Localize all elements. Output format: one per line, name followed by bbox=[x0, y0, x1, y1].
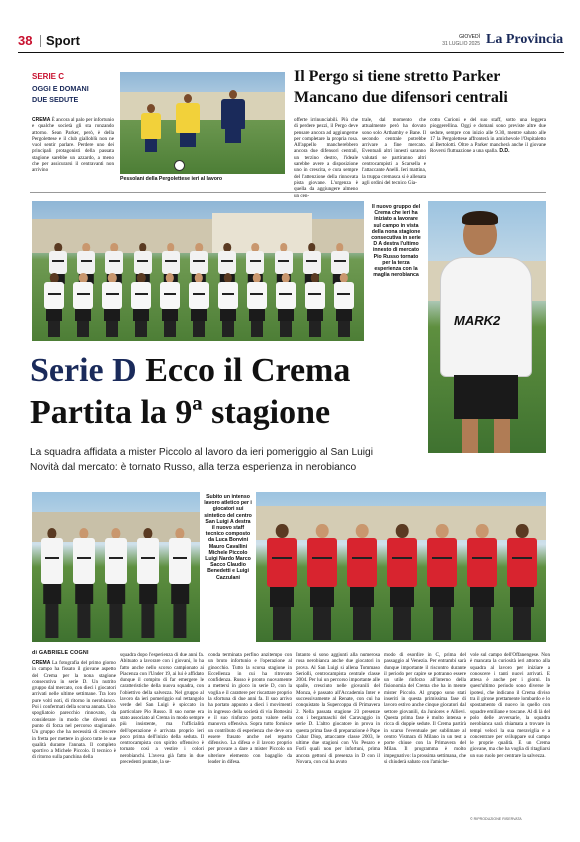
crema-text-6: vole sul campo dell'Offanengese. Non è mancata la curiosità ieri attorno alla squadra al lavoro per iniziare a conoscere i tanti nuovi arrivati. E attesa è anche per i giorni. In quest'ultimo periodo sono diverse le ipotesi, che indicano il Crema diviso tra il girone prettamente lombardo e lo spostamento di nuovo in quello con squadre emiliane e toscane. Al di là del polo delle avversarie, la squadra nerobianca sarà chiamata a trovare in tempi veloci la sua meraviglia e a concentrare per sviluppare sul campo le proprie qualità. E un Crema giovane, ma che ha voglia di ritagliarsi un suo ruolo per centrare la salvezza. bbox=[470, 652, 550, 759]
player-figure bbox=[334, 273, 354, 337]
player-figure bbox=[387, 524, 417, 640]
crema-column-3 bbox=[208, 652, 292, 824]
pergo-column-b bbox=[294, 117, 358, 199]
crema-column-1 bbox=[32, 660, 116, 824]
pergo-dateline: CREMA bbox=[32, 117, 51, 123]
pergo-column-a bbox=[32, 117, 114, 184]
russo-photo bbox=[428, 201, 546, 453]
player-figure bbox=[276, 273, 296, 337]
player-figure bbox=[140, 104, 162, 174]
crema-text-1: La fotografia del primo giorno in campo ha fissato il giovane aspetto del Crema per la nona stagione consecutiva in serie D. Un nutrito gruppo dal mercato, con dieci i giocatori arrivati nelle ultime settimane. Tra loro pure volti noti, di ritorno in nerobianco. Poi i confermati della scorsa annata. Uno spogliatoio parecchio rinnovato, da considerare in modo che diventi un punto di forza nel percorso stagionale. Un gruppo che ha necessità di crescere in fretta per mettere in gioco tutte le sue qualità durante l'annata. Il completo sportivo a Michele Piccolo. Il tecnico è di ritorno sulla panchina della bbox=[32, 660, 116, 761]
crema-column-5 bbox=[384, 652, 466, 824]
ball bbox=[174, 160, 185, 171]
crema-team-caption: Il nuovo gruppo del Crema che ieri ha iniziato a lavorare sul campo in vista della nona stagione consecutiva in serie D A destra l'ultimo innesto di mercato Pio Russo tornato per la terza esperienza con la maglia nerobianca bbox=[371, 204, 421, 279]
page-number: 38 bbox=[18, 33, 33, 48]
russo-shirt-sponsor: MARK2 bbox=[454, 313, 501, 328]
photo-credit: © RIPRODUZIONE RISERVATA bbox=[470, 817, 522, 821]
crema-text-4: Intanto si sono aggiunti alla numerosa rosa nerobianca anche due giocatori in prova. Al San Luigi si allena Tommaso Seriolli, centrocampista centrale classe 2004. Per lui un percorso importante alle spalle, cresciuto nelle giovanili del Monza, è passato all'Accademia Inter e successivamente al Renate, con cui ha conquistato la Supercoppa di Primavera 2. Nella passata stagione 23 presenze con i bergamaschi del Caravaggio in serie D. L'altro giocatore in prova in questa prima fase di preparazione è Pape Cabar Diop, attaccante classe 2003, le ultime due stagioni con Vis Pesaro e Forlì quali non per infortuni, prima ancora gettoni di presenza in D con il Novara, con cui ha avuto bbox=[296, 652, 380, 766]
crema-text-2: squadra dopo l'esperienza di due anni fa. Abituato a lavorare con i giovani, lo ha fatto anche nello scorso campionato ai Piacenza con l'Under 19, ai lui è affidato dunque il compito di far emergere le caratteristiche della nuova squadra, con l'obiettivo della salvezza. Nel gruppo al lavoro da ieri pomeriggio sul rettangolo verde del San Luigi è spiccato in particolare Pio Russo. Il suo nome era stato associato al Crema in modo sempre più insistente, ma l'ufficialità dell'operazione è arrivata proprio ieri poco prima dell'inizio della seduta. Il centrocampista con spirito offensivo è tornato così a vestire i colori nerobianchi. L'aveva già fatto in due precedenti puntate, la se- bbox=[120, 652, 204, 766]
crema-column-2 bbox=[120, 652, 204, 824]
player-figure bbox=[131, 273, 151, 337]
pergo-photo-caption: Pessolani della Pergolettese ieri al lavoro bbox=[120, 176, 223, 182]
player-figure bbox=[347, 524, 377, 640]
team-front-row bbox=[40, 271, 358, 337]
player-figure bbox=[169, 528, 191, 638]
player-figure bbox=[220, 90, 246, 174]
crema-headline-line2: Partita la 9ª stagione bbox=[30, 394, 331, 431]
pergo-text-a: È ancora al palo per infortunio e qualche società gli sta ronzando attorno. Sean Parker, però, è della Pergolettese e il club gialloblù non ne vuol sentir parlare. Perdere uno dei principali protagonisti della passata stagione sarebbe un azzardo, a meno che per assicurarsi il centravanti non arrivino bbox=[32, 117, 114, 174]
pergo-kicker: SERIE C bbox=[32, 72, 65, 81]
player-figure bbox=[41, 528, 63, 638]
training-players bbox=[36, 522, 196, 638]
player-figure bbox=[73, 273, 93, 337]
crema-column-4 bbox=[296, 652, 380, 824]
pergo-summary: OGGI E DOMANI DUE SEDUTE bbox=[32, 84, 89, 104]
player-figure bbox=[102, 273, 122, 337]
header-rule bbox=[18, 52, 564, 53]
pergo-text-c: trale, dal momento che attualmente però ha dovuto sono solo Arthamby e Bane. Il secondo centrale potrebbe arrivare a fine mercato. Eventuali altri innesti saranno valutati se partiranno altri centrocampisti a Scarsella e l'attaccante Anelli. Ieri mattina, la truppa cremasca si è allenata agli ordini del tecnico Gia- bbox=[362, 117, 426, 186]
player-figure bbox=[467, 524, 497, 640]
crema-staff-caption: Subito un intenso lavoro atletico per i giocatori sui sintetico del centro San Luigi A destra il nuovo staff tecnico composto da Luca Bonvini Mauro Cavallini Michele Piccolo Luigi Nardo Marco Sacco Claudio Benedetti e Luigi Cazzulani bbox=[204, 494, 252, 581]
russo-hair bbox=[462, 211, 498, 225]
crema-text-5: modo di esordire in C, prima del passaggio al Venezia. Per entrambi sarà dunque importante il riscontro durante il periodo per capire se potranno essere un utile rinforzo all'interno della fisionomia del Crema che ha in mente mister Piccolo. Al gruppo sono stati inseriti in questa primissima fase di lavoro estivo anche cinque giocatori dal settore giovanili, da Juniores e Allievi. Questa prima fase è molto intensa e ricca di doppie sedute. Il Crema partirà in scarso l'eventuale per sublimare al centro Vismara di Milano in un test a porte chiuse con la Primavera del Milan. Il programma è molto impegnativo: la prossima settimana, che si chiuderà sabato con l'amiche- bbox=[384, 652, 466, 766]
section-name: Sport bbox=[46, 33, 80, 48]
player-figure bbox=[137, 528, 159, 638]
player-figure bbox=[218, 273, 238, 337]
crema-team-photo bbox=[32, 201, 364, 341]
russo-shorts bbox=[454, 375, 518, 419]
player-figure bbox=[507, 524, 537, 640]
pergo-headline-2: Mancano due difensori centrali bbox=[294, 89, 508, 106]
player-figure bbox=[189, 273, 209, 337]
pergo-column-c bbox=[362, 117, 426, 184]
pergo-column-d bbox=[430, 117, 546, 184]
player-figure bbox=[247, 273, 267, 337]
crema-column-6 bbox=[470, 652, 550, 816]
date-text: 31 LUGLIO 2025 bbox=[442, 41, 480, 47]
player-figure bbox=[305, 273, 325, 337]
crema-dateline: CREMA bbox=[32, 660, 51, 666]
pergo-author: D.D. bbox=[499, 148, 510, 155]
pergo-headline-1: Il Pergo si tiene stretto Parker bbox=[294, 68, 501, 85]
player-figure bbox=[160, 273, 180, 337]
section-rule bbox=[30, 192, 546, 193]
staff-members bbox=[262, 518, 542, 640]
crema-training-photo bbox=[32, 492, 200, 642]
player-figure bbox=[44, 273, 64, 337]
player-figure bbox=[105, 528, 127, 638]
crema-subhead-2: Novità dal mercato: è tornato Russo, alla terza esperienza in nerobianco bbox=[30, 462, 357, 473]
crema-headline-line1 bbox=[30, 352, 350, 390]
date-day: GIOVEDÌ bbox=[459, 34, 480, 40]
player-figure bbox=[307, 524, 337, 640]
crema-headline-main: Ecco il Crema bbox=[145, 352, 351, 389]
crema-byline: di GABRIELE COGNI bbox=[32, 650, 89, 656]
masthead: La Provincia bbox=[486, 32, 564, 47]
pergo-text-d: cotto Curioni e del suo staff, sotto una leggera pioggerellina. Oggi e domani sono previste altre due sedute, sempre con inizio alle 9.30, mentre sabato alle 17 la Pergolettese affronterà in amichevole l'Ospitaletto al Bertolotti. Oltre a Parker mancherà anche il giovane Roversi fluttuazione a una spalla. bbox=[430, 117, 546, 155]
player-figure bbox=[427, 524, 457, 640]
player-figure bbox=[73, 528, 95, 638]
player-figure bbox=[267, 524, 297, 640]
header-divider bbox=[40, 35, 41, 47]
crema-staff-photo bbox=[256, 492, 546, 642]
crema-text-3: conda terminata perfino anzitempo con un bruto infortunio e l'operazione al ginocchio. Tutto la scorsa stagione in Eccellenza in cui ha ritrovato confidenza. Russo è pronto nuovamente a mettersi in gioco in serie D, con la voglia e il carattere per riscattare proprio la sfortuna di due anni fa. Il suo arrivo ha portato appunto a dieci i movimenti in ingresso della società di via Bottesini e il suo rinforzo porta valore nella manovra offensiva. Sopra tutto fornisce un contributo di esperienza che deve ora essere frasato anche nel reparto difensivo. La difesa e il lavoro proprio per provare a dare a mister Piccolo un ulteriore elemento con bagaglio da leader in difesa. bbox=[208, 652, 292, 766]
pergo-photo bbox=[120, 72, 285, 174]
crema-kicker: Serie D bbox=[30, 352, 137, 389]
pergo-text-b: offerte irrinunciabili. Più che di perdere pezzi, il Pergo deve pensare ancora ad aggiungerne per completare la propria rosa. All'appello mancherebbero ancora due difensori centrali, un terzino destro, l'ideale sarebbe avere a disposizione uno in crescita, e cura sempre del l'attenzione della rinnovata pista giovane. L'urgenza è quella da aggiungere almeno un cen- bbox=[294, 117, 358, 199]
page-header bbox=[18, 31, 564, 51]
crema-subhead-1: La squadra affidata a mister Piccolo al lavoro da ieri pomeriggio al San Luigi bbox=[30, 447, 373, 458]
